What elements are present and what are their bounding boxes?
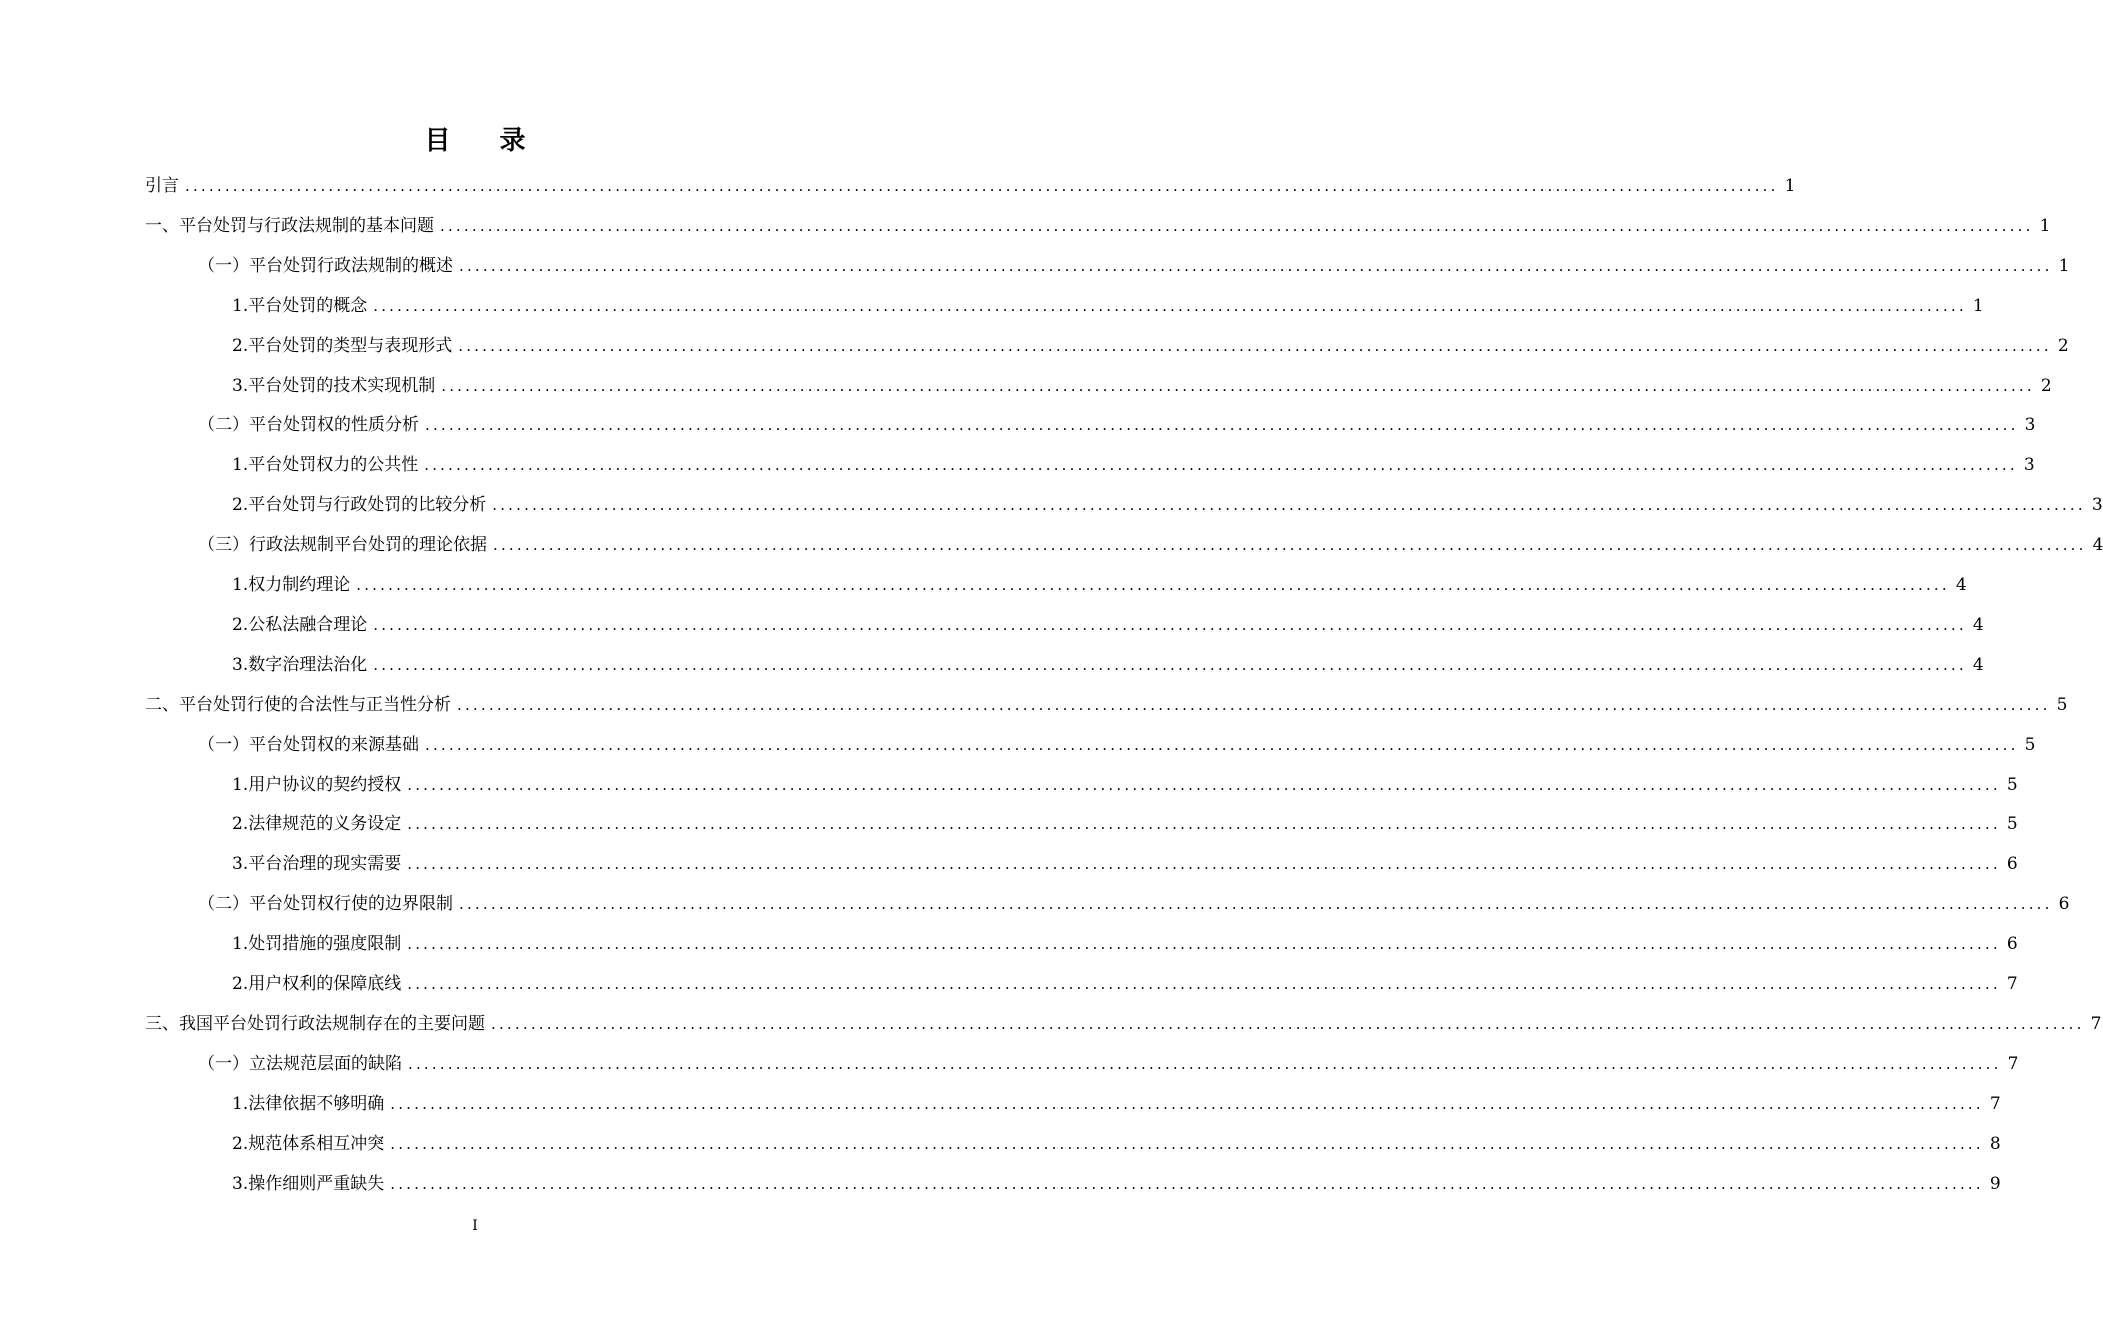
toc-entry-label: 三、我国平台处罚行政法规制存在的主要问题 <box>145 1013 485 1034</box>
toc-dot-leader: ........................................................................................................................................................................................................ <box>407 855 2001 874</box>
toc-dot-leader: ........................................................................................................................................................................................................ <box>459 256 2053 275</box>
toc-entry-label: 2.规范体系相互冲突 <box>232 1133 385 1154</box>
toc-entry-label: 一、平台处罚与行政法规制的基本问题 <box>145 215 434 236</box>
toc-entry-label: 2.用户权利的保障底线 <box>232 974 402 994</box>
toc-entry[interactable] <box>232 924 2018 964</box>
toc-entry-label: （一）平台处罚权的来源基础 <box>198 734 419 755</box>
toc-entry-page: 4 <box>2092 535 2103 556</box>
toc-dot-leader: ........................................................................................................................................................................................................ <box>441 376 2035 395</box>
toc-entry[interactable] <box>145 1004 2102 1044</box>
toc-entry-label: 1.权力制约理论 <box>232 575 351 595</box>
toc-dot-leader: ........................................................................................................................................................................................................ <box>390 1174 1984 1193</box>
toc-dot-leader: ........................................................................................................................................................................................................ <box>459 895 2053 914</box>
toc-dot-leader: ........................................................................................................................................................................................................ <box>373 296 1967 315</box>
toc-entry-label: 引言 <box>145 176 179 196</box>
toc-entry-label: 1.平台处罚的概念 <box>232 295 368 316</box>
toc-entry-page: 7 <box>2007 1053 2019 1074</box>
toc-entry[interactable] <box>232 765 2018 805</box>
toc-dot-leader: ........................................................................................................................................................................................................ <box>407 975 2001 993</box>
toc-entry-page: 2 <box>2040 375 2052 396</box>
toc-dot-leader: ........................................................................................................................................................................................................ <box>457 695 2051 714</box>
toc-entry-label: 1.平台处罚权力的公共性 <box>232 455 419 476</box>
toc-entry-label: 3.数字治理法治化 <box>232 654 368 675</box>
toc-entry-label: 二、平台处罚行使的合法性与正当性分析 <box>145 694 451 715</box>
toc-entry[interactable] <box>145 206 2051 246</box>
toc-dot-leader: ........................................................................................................................................................................................................ <box>407 935 2001 954</box>
toc-dot-leader: ........................................................................................................................................................................................................ <box>425 735 2019 754</box>
toc-entry-page: 3 <box>2091 495 2103 516</box>
toc-entry[interactable] <box>232 445 2035 485</box>
toc-dot-leader: ........................................................................................................................................................................................................ <box>440 216 2034 235</box>
toc-entry-label: （一）立法规范层面的缺陷 <box>198 1053 402 1074</box>
toc-entry-label: 1.法律依据不够明确 <box>232 1093 385 1114</box>
toc-dot-leader: ........................................................................................................................................................................................................ <box>373 615 1967 634</box>
toc-entry-label: 3.操作细则严重缺失 <box>232 1173 385 1194</box>
toc-entry-page: 1 <box>2058 255 2070 276</box>
toc-dot-leader: ........................................................................................................................................................................................................ <box>493 536 2087 555</box>
toc-entry-page: 6 <box>2006 934 2018 955</box>
toc-entry-label: （二）平台处罚权行使的边界限制 <box>198 894 453 915</box>
toc-entry[interactable] <box>198 525 2103 565</box>
toc-entry[interactable] <box>232 326 2069 366</box>
toc-entry[interactable] <box>232 844 2018 884</box>
toc-entry[interactable] <box>198 884 2070 924</box>
toc-entry[interactable] <box>232 605 1984 645</box>
toc-entry-page: 1 <box>1972 295 1984 316</box>
toc-dot-leader: ........................................................................................................................................................................................................ <box>408 1054 2002 1073</box>
toc-entry-label: 2.平台处罚与行政处罚的比较分析 <box>232 495 487 516</box>
page-title: 目 录 <box>424 126 546 156</box>
toc-entry[interactable] <box>145 166 1796 206</box>
toc-entry-page: 4 <box>1972 654 1984 675</box>
toc-entry-label: 2.法律规范的义务设定 <box>232 814 402 835</box>
toc-entry-page: 7 <box>1989 1093 2001 1114</box>
toc-entry-page: 9 <box>1989 1173 2001 1194</box>
toc-dot-leader: ........................................................................................................................................................................................................ <box>407 815 2001 834</box>
toc-entry[interactable] <box>232 1164 2001 1204</box>
toc-entry-page: 2 <box>2057 335 2069 356</box>
toc-entry-page: 7 <box>2006 974 2018 994</box>
toc-dot-leader: ........................................................................................................................................................................................................ <box>356 576 1950 594</box>
toc-dot-leader: ........................................................................................................................................................................................................ <box>458 336 2052 355</box>
toc-entry-label: （二）平台处罚权的性质分析 <box>198 415 419 436</box>
toc-entry-page: 6 <box>2058 894 2070 915</box>
page-number: I <box>472 1218 478 1234</box>
toc-entry[interactable] <box>232 1124 2001 1164</box>
toc-entry[interactable] <box>145 685 2068 725</box>
toc-entry-label: 1.处罚措施的强度限制 <box>232 934 402 955</box>
toc-entry-label: （三）行政法规制平台处罚的理论依据 <box>198 535 487 556</box>
toc-entry-page: 6 <box>2006 854 2018 875</box>
toc-entry[interactable] <box>198 1044 2019 1084</box>
toc-dot-leader: ........................................................................................................................................................................................................ <box>390 1134 1984 1153</box>
toc-entry[interactable] <box>232 804 2018 844</box>
toc-entry-label: 3.平台处罚的技术实现机制 <box>232 375 436 396</box>
toc-entry[interactable] <box>198 725 2036 765</box>
toc-entry[interactable] <box>232 485 2103 525</box>
toc-entry-page: 5 <box>2056 694 2068 715</box>
toc-dot-leader: ........................................................................................................................................................................................................ <box>407 775 2001 794</box>
toc-entry-label: 1.用户协议的契约授权 <box>232 774 402 795</box>
toc-entry-label: （一）平台处罚行政法规制的概述 <box>198 255 453 276</box>
toc-entry[interactable] <box>232 645 1984 685</box>
toc-dot-leader: ........................................................................................................................................................................................................ <box>373 655 1967 674</box>
toc-entry-page: 7 <box>2090 1013 2102 1034</box>
toc-entry-label: 3.平台治理的现实需要 <box>232 854 402 875</box>
toc-entry[interactable] <box>198 405 2036 445</box>
toc-entry-label: 2.公私法融合理论 <box>232 614 368 635</box>
toc-dot-leader: ........................................................................................................................................................................................................ <box>424 456 2018 475</box>
toc-entry[interactable] <box>232 1084 2001 1124</box>
toc-entry[interactable] <box>232 964 2018 1004</box>
toc-dot-leader: ........................................................................................................................................................................................................ <box>491 1014 2085 1033</box>
toc-entry-page: 5 <box>2006 774 2018 795</box>
toc-dot-leader: ........................................................................................................................................................................................................ <box>492 496 2086 515</box>
toc-entry-page: 1 <box>1784 176 1796 196</box>
toc-entry-page: 8 <box>1989 1133 2001 1154</box>
toc-entry-page: 3 <box>2024 415 2036 436</box>
toc-entry-label: 2.平台处罚的类型与表现形式 <box>232 335 453 356</box>
toc-dot-leader: ........................................................................................................................................................................................................ <box>185 177 1779 195</box>
toc-entry-page: 5 <box>2024 734 2036 755</box>
toc-entry-page: 3 <box>2023 455 2035 476</box>
toc-entry-page: 1 <box>2039 215 2051 236</box>
toc-dot-leader: ........................................................................................................................................................................................................ <box>390 1094 1984 1113</box>
toc-entry-page: 5 <box>2006 814 2018 835</box>
toc-entry[interactable] <box>232 286 1984 326</box>
toc-dot-leader: ........................................................................................................................................................................................................ <box>425 416 2019 435</box>
toc-entry[interactable] <box>198 246 2070 286</box>
toc-entry[interactable] <box>232 366 2052 406</box>
toc-entry[interactable] <box>232 565 1967 605</box>
toc-entry-page: 4 <box>1972 614 1984 635</box>
toc-entry-page: 4 <box>1955 575 1967 595</box>
